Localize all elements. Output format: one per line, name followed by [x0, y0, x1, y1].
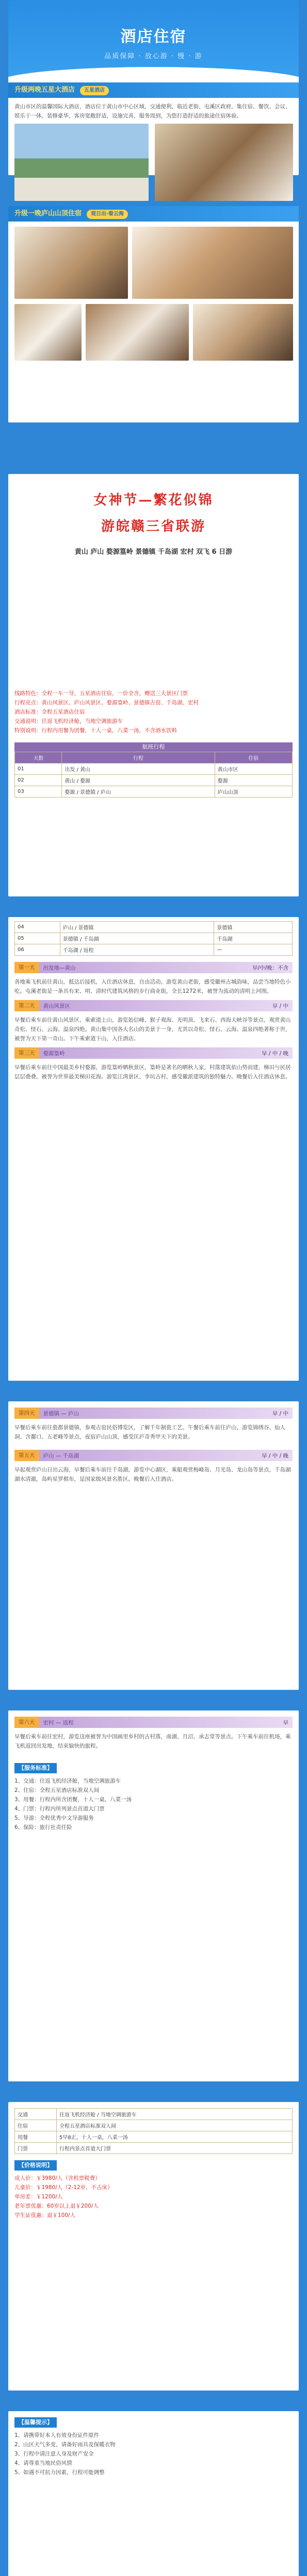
- upgrade-pill: 观日出·看云海: [87, 210, 128, 219]
- lushan-hotel-photo-1: [14, 227, 128, 299]
- banner-title: 酒店住宿: [120, 28, 187, 46]
- day4-route: 景德镇 — 庐山: [43, 1410, 79, 1417]
- day2-number: 第二天: [14, 1000, 39, 1011]
- day4-text: 早餐后乘车前往瓷都景德镇，参观古窑民俗博览区，了解千年制瓷工艺。午餐后乘车前往庐山，游览锦绣谷、仙人洞、含鄱口、五老峰等景点，夜宿庐山山顶，感受匡庐奇秀甲天下的美景。: [14, 1425, 285, 1440]
- cell: 5早8正，十人一桌，八菜一汤: [57, 2131, 293, 2143]
- day4-header: [14, 1408, 293, 1419]
- feature-item: 行程亮点：黄山风景区、庐山风景区、婺源篁岭、景德镇古窑、千岛湖、宏村: [14, 700, 199, 706]
- cell: 05: [15, 933, 60, 944]
- day5-number: 第五天: [14, 1450, 39, 1461]
- schedule-table-wrap: [8, 739, 299, 801]
- tour-intro-section: [8, 474, 299, 896]
- feature-item: 特别说明：行程内用餐为团餐，十人一桌，八菜一汤，不含酒水饮料: [14, 727, 177, 734]
- table-row: [15, 944, 293, 956]
- cell: 出发 / 黄山: [62, 764, 215, 775]
- notes-section: [8, 2411, 299, 2576]
- service-block: [8, 1757, 299, 1841]
- day2-header: [14, 1000, 293, 1011]
- day2-route: 黄山风景区: [43, 1003, 70, 1009]
- price-list: [14, 2171, 293, 2223]
- cell: 往返飞机经济舱 / 当地空调旅游车: [57, 2109, 293, 2120]
- hotel-description: 黄山市区的温馨国际大酒店，酒店位于黄山市中心区域，交通便利，临近老街、屯溪区政府，集住宿、餐饮、会议、娱乐于一体，装修豪华，客房宽敞舒适，设施完善，服务周到，为您打造舒适的旅途住宿体验。: [14, 104, 291, 119]
- day6-number: 第六天: [14, 1717, 39, 1728]
- lushan-hotel-photo-5: [193, 304, 293, 361]
- day1-meals: 早/中/晚：不含: [252, 964, 288, 971]
- table-row: [15, 2109, 293, 2120]
- itinerary-section-1: [8, 917, 299, 1381]
- cell: 02: [15, 775, 62, 786]
- service-table-wrap: [8, 2102, 299, 2160]
- note-item: 1、请携带好本人有效身份证件原件: [14, 2432, 100, 2438]
- day3-header: [14, 1047, 293, 1059]
- cell: 庐山 / 景德镇: [60, 922, 214, 933]
- service-header: 【服务标准】: [14, 1763, 57, 1773]
- table-row: [15, 2131, 293, 2143]
- table-row: [15, 2143, 293, 2154]
- day2-block: [8, 1000, 299, 1045]
- table-row: [15, 786, 293, 798]
- cell: 04: [15, 922, 60, 933]
- banner-subtitle: 品质保障 · 放心游 · 慢 · 游: [104, 53, 203, 60]
- cell: 黄山 / 婺源: [62, 775, 215, 786]
- day5-meals: 早 / 中 / 晚: [262, 1452, 288, 1459]
- day2-meals: 早 / 中: [272, 1003, 288, 1009]
- lushan-hotel-photo-3: [14, 304, 82, 361]
- cell: 庐山山顶: [215, 786, 292, 798]
- schedule-table-2: [14, 921, 293, 956]
- hotel-section-title: 升级两晚五星大酒店: [14, 86, 75, 94]
- note-item: 4、请尊重当地民俗风情: [14, 2460, 72, 2466]
- cell: 交通: [15, 2109, 57, 2120]
- features-list: [8, 685, 299, 739]
- day1-header: [14, 962, 293, 973]
- table-row: [15, 922, 293, 933]
- note-item: 5、如遇不可抗力因素，行程可能调整: [14, 2469, 105, 2476]
- day1-text: 各地乘飞机前往黄山，抵达后接机，入住酒店休息，自由活动。游览黄山老街，感受徽州古城韵味，品尝当地特色小吃。屯溪老街是一条具有宋、明、清时代建筑风格的步行商业街，全长1272米，被誉为流动的清明上河图。: [14, 979, 291, 994]
- cell: 婺源 / 景德镇 / 庐山: [62, 786, 215, 798]
- cell: 景德镇 / 千岛湖: [60, 933, 214, 944]
- lushan-hotel-photo-4: [86, 304, 189, 361]
- day5-route: 庐山 — 千岛湖: [43, 1452, 79, 1459]
- th-day: 天数: [15, 752, 62, 764]
- day3-block: [8, 1047, 299, 1083]
- day6-block: [8, 1710, 299, 1757]
- day1-block: [8, 962, 299, 998]
- note-item: 2、山区天气多变，请备好雨具及保暖衣物: [14, 2442, 116, 2448]
- cell: 01: [15, 764, 62, 775]
- table-row: [15, 933, 293, 944]
- service-list: [14, 1773, 293, 1835]
- service-item: 2、住宿：全程五星酒店标准双人间: [14, 1787, 100, 1793]
- hotel-banner: [8, 0, 299, 82]
- cell: 03: [15, 786, 62, 798]
- day3-meals: 早 / 中 / 晚: [262, 1050, 288, 1057]
- cell: 06: [15, 944, 60, 956]
- day4-number: 第四天: [14, 1408, 39, 1419]
- cell: 行程内景点首道大门票: [57, 2143, 293, 2154]
- hotel-pill: 五星酒店: [80, 86, 109, 95]
- service-item: 4、门票：行程内所列景点首道大门票: [14, 1806, 105, 1812]
- tour-title-line1: 女神节—繁花似锦: [93, 493, 214, 508]
- hotel-exterior-photo: [14, 124, 149, 201]
- price-item: 老年票优惠：60岁以上退￥200/人: [14, 2203, 99, 2209]
- table-row: [15, 764, 293, 775]
- cell: 黄山市区: [215, 764, 292, 775]
- day1-route: 出发地—黄山: [43, 964, 76, 971]
- cell: 婺源: [215, 775, 292, 786]
- hotel-section-header: [8, 82, 299, 98]
- hotel-room-photo: [155, 124, 293, 201]
- schedule-table-title: 航班行程: [14, 742, 293, 752]
- day2-text: 早餐后乘车前往黄山风景区，乘索道上山，游览始信峰、猴子观海、光明顶、飞来石、西海大峡谷等景点，观赏黄山奇松、怪石、云海、温泉四绝。黄山集中国各大名山的美景于一身，尤其以奇松、怪石、云海、温泉四绝著称于世，被誉为天下第一奇山。下午乘索道下山，入住酒店。: [14, 1017, 291, 1042]
- service-table: [14, 2108, 293, 2154]
- price-item: 学生证优惠：退￥100/人: [14, 2212, 76, 2218]
- cell: 千岛湖: [214, 933, 293, 944]
- table-row: [15, 2120, 293, 2131]
- price-item: 儿童价：￥1980/人（2-12岁，不占床）: [14, 2184, 113, 2191]
- tour-route: 黄山 庐山 婺源篁岭 景德镇 千岛湖 宏村 双飞 6 日游: [74, 548, 233, 556]
- note-item: 3、行程中请注意人身及财产安全: [14, 2451, 94, 2457]
- lushan-hotel-photo-2: [132, 227, 293, 299]
- day6-meals: 早: [283, 1719, 288, 1726]
- cell: 住宿: [15, 2120, 57, 2131]
- service-detail-section: [8, 2102, 299, 2391]
- itinerary-section-2: [8, 1401, 299, 1690]
- banner-wave: [8, 67, 299, 82]
- day5-block: [8, 1450, 299, 1486]
- day3-text: 早餐后乘车前往中国最美乡村婺源，游览篁岭晒秋景区，篁岭是著名的晒秋人家，村落建筑依山势而建，梯田与民居层层叠叠，被誉为世界最美梯田花海。游览江湾景区、李坑古村，感受徽派建筑的独特魅力。晚餐后入住酒店休息。: [14, 1064, 291, 1080]
- notes-list: [14, 2428, 293, 2480]
- feature-item: 酒店标准：全程五星酒店住宿: [14, 709, 85, 715]
- day6-route: 宏村 — 返程: [43, 1719, 74, 1726]
- th-route: 行程: [62, 752, 215, 764]
- th-hotel: 住宿: [215, 752, 292, 764]
- day5-text: 早起观赏庐山日出云海，早餐后乘车前往千岛湖，游览中心湖区，乘船观赏梅峰岛、月光岛、龙山岛等景点，千岛湖湖水清澈，岛屿星罗棋布，是国家级风景名胜区。晚餐后入住酒店。: [14, 1467, 291, 1482]
- price-block: [8, 2160, 299, 2223]
- schedule-table: [14, 752, 293, 798]
- table-row: [15, 775, 293, 786]
- upgrade-section-title: 升级一晚庐山山顶住宿: [14, 210, 82, 217]
- service-item: 6、保险：旅行社责任险: [14, 1824, 72, 1831]
- feature-item: 交通说明：往返飞机经济舱，当地空调旅游车: [14, 718, 123, 724]
- day4-meals: 早 / 中: [272, 1410, 288, 1417]
- cell: —: [214, 944, 293, 956]
- service-item: 5、导游：全程优秀中文导游服务: [14, 1815, 94, 1821]
- tour-title-line2: 游皖赣三省联游: [101, 519, 206, 534]
- cell: 门票: [15, 2143, 57, 2154]
- service-item: 1、交通：往返飞机经济舱，当地空调旅游车: [14, 1778, 121, 1784]
- notes-block: [8, 2411, 299, 2486]
- day6-text: 早餐后乘车前往宏村，游览这座被誉为中国画里乡村的古村落，南湖、月沼、承志堂等景点。下午乘车前往机场，乘飞机返回出发地，结束愉快的旅程。: [14, 1734, 291, 1749]
- cell: 用餐: [15, 2131, 57, 2143]
- day6-header: [14, 1717, 293, 1728]
- day3-number: 第三天: [14, 1047, 39, 1059]
- itinerary-section-3: [8, 1710, 299, 2081]
- cell: 全程五星酒店标准双人间: [57, 2120, 293, 2131]
- day4-block: [8, 1401, 299, 1448]
- feature-item: 线路特色：全程一车一导，五星酒店住宿，一价全含，赠送三大景区门票: [14, 690, 188, 697]
- day5-header: [14, 1450, 293, 1461]
- day3-route: 婺源篁岭: [43, 1050, 65, 1057]
- schedule-table2-wrap: [8, 917, 299, 960]
- price-item: 成人价：￥3980/人（含机票税费）: [14, 2175, 101, 2181]
- day1-number: 第一天: [14, 962, 39, 973]
- notes-header: 【温馨提示】: [14, 2417, 57, 2428]
- service-item: 3、用餐：行程内所含团餐，十人一桌，八菜一汤: [14, 1797, 132, 1803]
- upgrade-section-header: [8, 206, 299, 222]
- price-header: 【价格说明】: [14, 2160, 57, 2171]
- price-item: 单房差：￥1200/人: [14, 2194, 63, 2200]
- cell: 景德镇: [214, 922, 293, 933]
- cell: 千岛湖 / 返程: [60, 944, 214, 956]
